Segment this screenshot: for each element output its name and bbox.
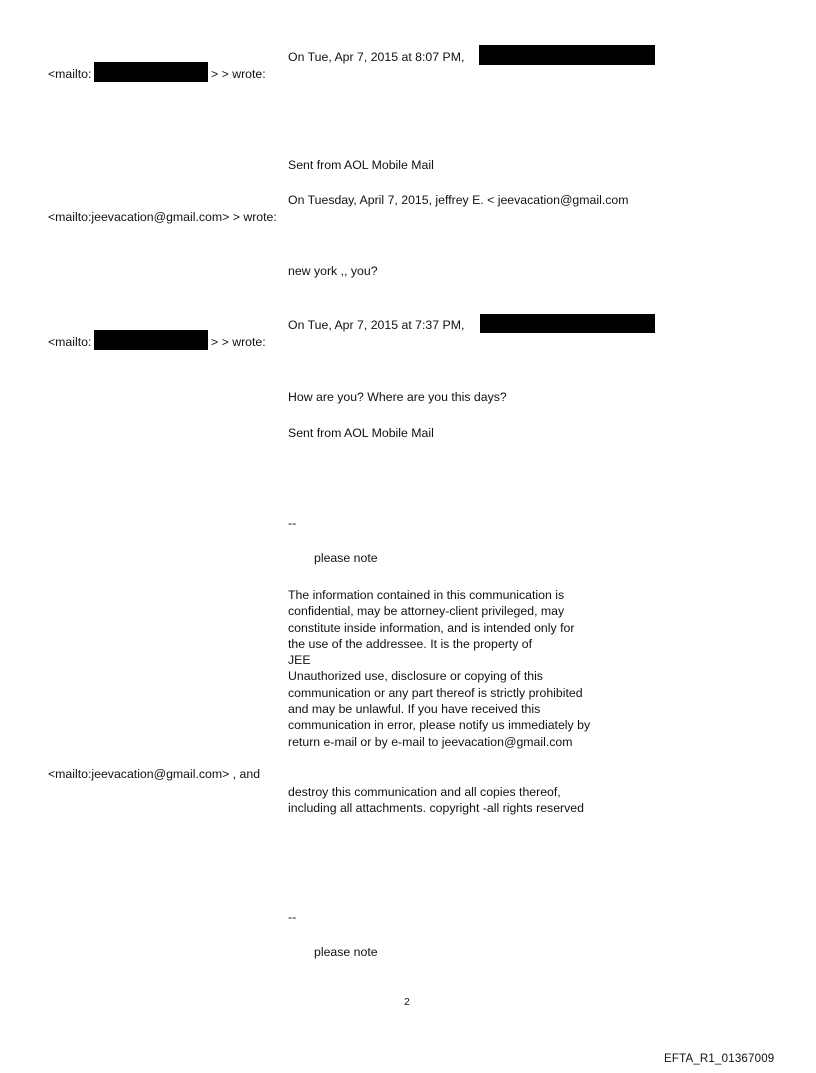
disclaimer-line: communication in error, please notify us immediately by [288,718,591,733]
redaction-block [479,45,655,65]
mailto-prefix-3: <mailto: [48,335,92,349]
signature-dashes: -- [288,910,297,924]
disclaimer-line: confidential, may be attorney-client privileged, may [288,604,565,619]
email-header-2: On Tuesday, April 7, 2015, jeffrey E. < jeevacation@gmail.com [288,193,629,207]
redaction-block [94,62,208,82]
sent-from-line: Sent from AOL Mobile Mail [288,158,434,172]
page-number: 2 [404,996,410,1008]
disclaimer-line: JEE [288,653,311,668]
bates-number: EFTA_R1_01367009 [664,1053,775,1065]
disclaimer-body [288,587,590,750]
disclaimer-line: Unauthorized use, disclosure or copying of this [288,669,543,684]
disclaimer-tail [288,784,584,817]
disclaimer-line: destroy this communication and all copies thereof, [288,785,561,799]
redaction-block [480,314,655,333]
redaction-block [94,330,208,350]
email-header-1: On Tue, Apr 7, 2015 at 8:07 PM, [288,50,465,64]
mailto-and-line: <mailto:jeevacation@gmail.com> , and [48,767,261,781]
disclaimer-line: The information contained in this communication is [288,588,565,602]
sent-from-line: Sent from AOL Mobile Mail [288,426,434,440]
mailto-suffix-3: > > wrote: [211,335,266,349]
please-note-heading: please note [314,551,378,565]
question-text: How are you? Where are you this days? [288,390,507,404]
disclaimer-line: communication or any part thereof is strictly prohibited [288,685,583,700]
email-header-3: On Tue, Apr 7, 2015 at 7:37 PM, [288,318,465,332]
signature-dashes: -- [288,516,297,530]
disclaimer-line: the use of the addressee. It is the property of [288,636,533,651]
please-note-heading: please note [314,945,378,959]
disclaimer-line: including all attachments. copyright -all rights reserved [288,801,584,816]
disclaimer-line: constitute inside information, and is intended only for [288,620,575,635]
disclaimer-line: and may be unlawful. If you have received this [288,702,541,717]
mailto-suffix-1: > > wrote: [211,67,266,81]
mailto-prefix-1: <mailto: [48,67,92,81]
mailto-line-2: <mailto:jeevacation@gmail.com> > wrote: [48,210,277,224]
reply-text: new york ,, you? [288,264,378,278]
disclaimer-line: return e-mail or by e-mail to jeevacation@gmail.com [288,734,573,749]
